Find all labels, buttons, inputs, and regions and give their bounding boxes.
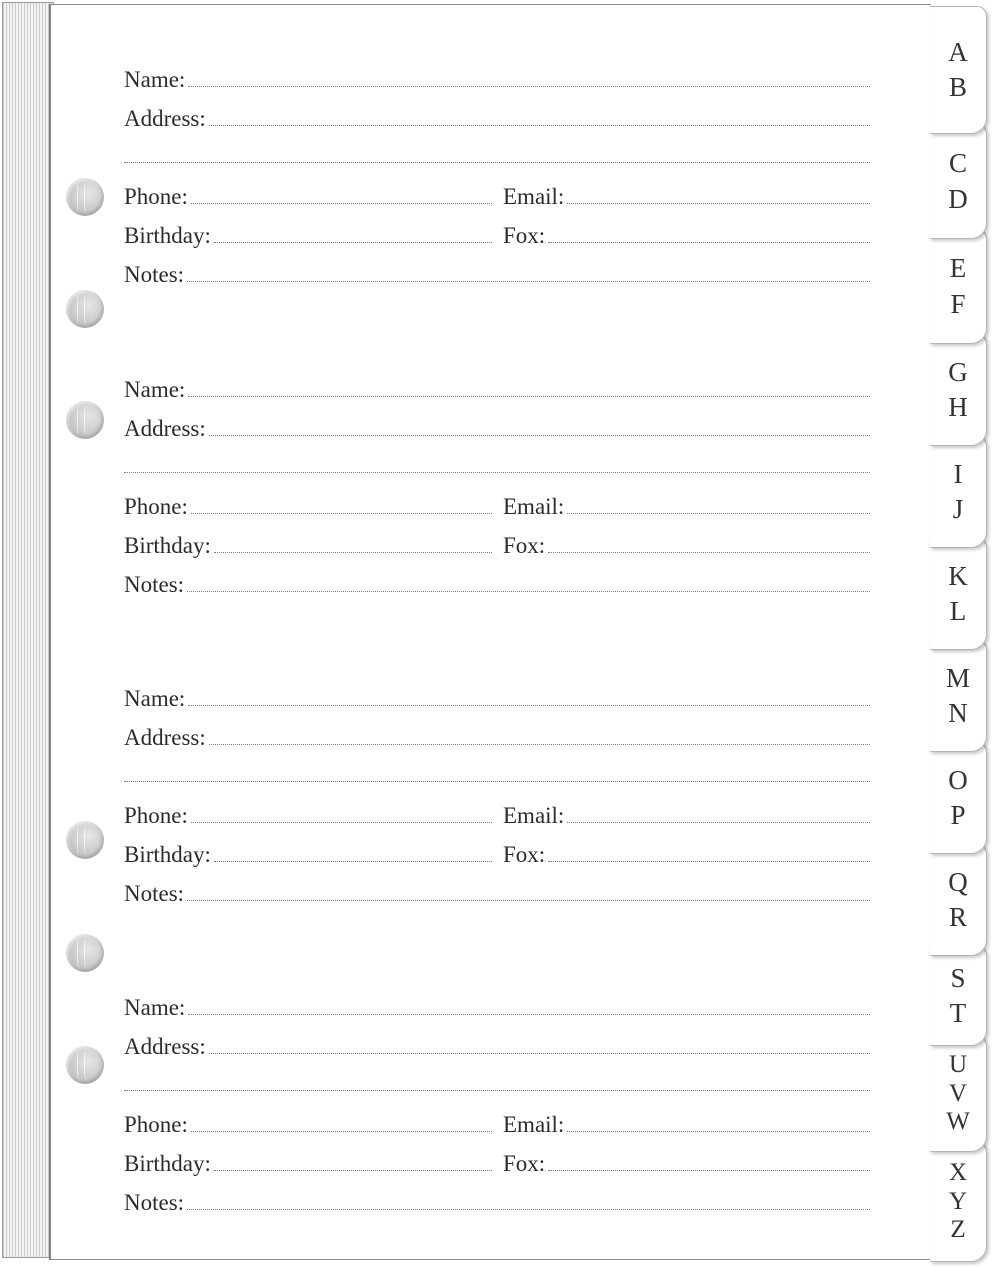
birthday-line[interactable] — [214, 1170, 492, 1171]
address-row — [124, 100, 870, 130]
punch-hole — [66, 1046, 104, 1084]
email-label: Email: — [503, 1112, 565, 1137]
tab-ef[interactable] — [930, 229, 987, 344]
notes-row — [124, 256, 870, 286]
tab-xyz[interactable] — [930, 1142, 987, 1262]
email-label: Email: — [503, 494, 565, 519]
address-extra-line[interactable] — [124, 1090, 870, 1091]
tab-letter: Q — [948, 866, 968, 897]
tab-st[interactable] — [930, 946, 987, 1046]
tab-letter: A — [948, 36, 968, 67]
name-line[interactable] — [188, 1014, 870, 1015]
punch-hole — [66, 401, 104, 439]
tab-letter: E — [949, 253, 967, 284]
punch-hole — [66, 290, 104, 328]
phone-row — [124, 178, 492, 208]
fax-label: Fox: — [503, 842, 546, 867]
name-label: Name: — [124, 377, 186, 402]
email-line[interactable] — [567, 1131, 870, 1132]
tab-op[interactable] — [930, 742, 987, 854]
fax-line[interactable] — [548, 861, 870, 862]
birthday-row — [124, 217, 492, 247]
birthday-label: Birthday: — [124, 223, 211, 248]
tab-letter: W — [946, 1108, 970, 1136]
email-row — [503, 178, 870, 208]
address-label: Address: — [124, 1034, 206, 1059]
email-label: Email: — [503, 184, 565, 209]
phone-line[interactable] — [191, 203, 492, 204]
notes-line[interactable] — [187, 281, 870, 282]
phone-row — [124, 797, 492, 827]
tab-letter: G — [948, 356, 968, 387]
birthday-row — [124, 1145, 492, 1175]
contact-entry — [124, 371, 870, 631]
birthday-line[interactable] — [214, 861, 492, 862]
notes-row — [124, 1184, 870, 1214]
fax-row — [503, 217, 870, 247]
name-line[interactable] — [188, 86, 870, 87]
address-line[interactable] — [209, 1053, 870, 1054]
tab-ab[interactable] — [930, 6, 987, 134]
punch-hole — [66, 934, 104, 972]
address-extra-line[interactable] — [124, 472, 870, 473]
address-row — [124, 410, 870, 440]
fax-label: Fox: — [503, 223, 546, 248]
address-label: Address: — [124, 725, 206, 750]
phone-label: Phone: — [124, 184, 188, 209]
fax-line[interactable] — [548, 1170, 870, 1171]
tab-letter: X — [948, 1158, 968, 1186]
email-line[interactable] — [567, 513, 870, 514]
tab-letter: T — [949, 998, 967, 1028]
birthday-label: Birthday: — [124, 533, 211, 558]
fax-line[interactable] — [548, 242, 870, 243]
email-label: Email: — [503, 803, 565, 828]
punch-hole — [66, 178, 104, 216]
name-line[interactable] — [188, 705, 870, 706]
birthday-line[interactable] — [214, 552, 492, 553]
tab-letter: D — [948, 183, 968, 214]
birthday-line[interactable] — [214, 242, 492, 243]
name-row — [124, 61, 870, 91]
notes-row — [124, 875, 870, 905]
address-line[interactable] — [209, 744, 870, 745]
tab-cd[interactable] — [930, 124, 987, 239]
phone-line[interactable] — [191, 822, 492, 823]
alphabet-tabs — [930, 6, 992, 1266]
fax-line[interactable] — [548, 552, 870, 553]
tab-letter: B — [948, 72, 967, 102]
notes-label: Notes: — [124, 1190, 185, 1215]
name-row — [124, 371, 870, 401]
birthday-row — [124, 527, 492, 557]
contact-entry — [124, 989, 870, 1249]
address-row — [124, 1028, 870, 1058]
notes-label: Notes: — [124, 881, 185, 906]
notes-label: Notes: — [124, 572, 185, 597]
fax-row — [503, 836, 870, 866]
contact-entry — [124, 61, 870, 321]
fax-label: Fox: — [503, 533, 546, 558]
name-line[interactable] — [188, 396, 870, 397]
tab-kl[interactable] — [930, 538, 987, 650]
name-label: Name: — [124, 67, 186, 92]
email-line[interactable] — [567, 822, 870, 823]
address-extra-line[interactable] — [124, 781, 870, 782]
notes-line[interactable] — [187, 1209, 870, 1210]
page-stack-edges — [2, 2, 54, 1258]
tab-mn[interactable] — [930, 640, 987, 752]
birthday-label: Birthday: — [124, 1151, 211, 1176]
notes-label: Notes: — [124, 262, 185, 287]
tab-gh[interactable] — [930, 334, 987, 446]
tab-letter: L — [949, 596, 967, 626]
tab-letter: V — [948, 1079, 968, 1107]
punch-hole — [66, 821, 104, 859]
birthday-label: Birthday: — [124, 842, 211, 867]
address-label: Address: — [124, 106, 206, 131]
tab-uvw[interactable] — [930, 1036, 987, 1152]
tab-letter: F — [950, 288, 966, 319]
name-row — [124, 989, 870, 1019]
tab-letter: S — [950, 962, 966, 993]
phone-label: Phone: — [124, 803, 188, 828]
tab-letter: P — [950, 800, 966, 830]
name-row — [124, 680, 870, 710]
phone-line[interactable] — [191, 1131, 492, 1132]
tab-letter: I — [953, 458, 963, 489]
email-row — [503, 797, 870, 827]
name-label: Name: — [124, 686, 186, 711]
phone-label: Phone: — [124, 494, 188, 519]
name-label: Name: — [124, 995, 186, 1020]
tab-letter: Z — [950, 1216, 966, 1244]
address-line[interactable] — [209, 125, 870, 126]
address-label: Address: — [124, 416, 206, 441]
email-row — [503, 1106, 870, 1136]
notes-row — [124, 566, 870, 596]
notes-line[interactable] — [187, 900, 870, 901]
phone-row — [124, 1106, 492, 1136]
tab-letter: H — [948, 392, 968, 422]
phone-label: Phone: — [124, 1112, 188, 1137]
phone-row — [124, 488, 492, 518]
tab-letter: C — [948, 148, 967, 179]
phone-line[interactable] — [191, 513, 492, 514]
tab-letter: J — [952, 494, 964, 524]
tab-letter: U — [948, 1050, 968, 1078]
tab-letter: K — [948, 560, 968, 591]
tab-qr[interactable] — [930, 844, 987, 956]
tab-ij[interactable] — [930, 436, 987, 548]
birthday-row — [124, 836, 492, 866]
email-line[interactable] — [567, 203, 870, 204]
tab-letter: Y — [948, 1187, 968, 1215]
tab-letter: R — [948, 902, 967, 932]
email-row — [503, 488, 870, 518]
contact-entry — [124, 680, 870, 940]
fax-label: Fox: — [503, 1151, 546, 1176]
address-row — [124, 719, 870, 749]
address-line[interactable] — [209, 435, 870, 436]
tab-letter: M — [945, 662, 970, 693]
tab-letter: O — [948, 764, 968, 795]
address-extra-line[interactable] — [124, 162, 870, 163]
fax-row — [503, 1145, 870, 1175]
fax-row — [503, 527, 870, 557]
tab-letter: N — [948, 698, 968, 728]
notes-line[interactable] — [187, 591, 870, 592]
